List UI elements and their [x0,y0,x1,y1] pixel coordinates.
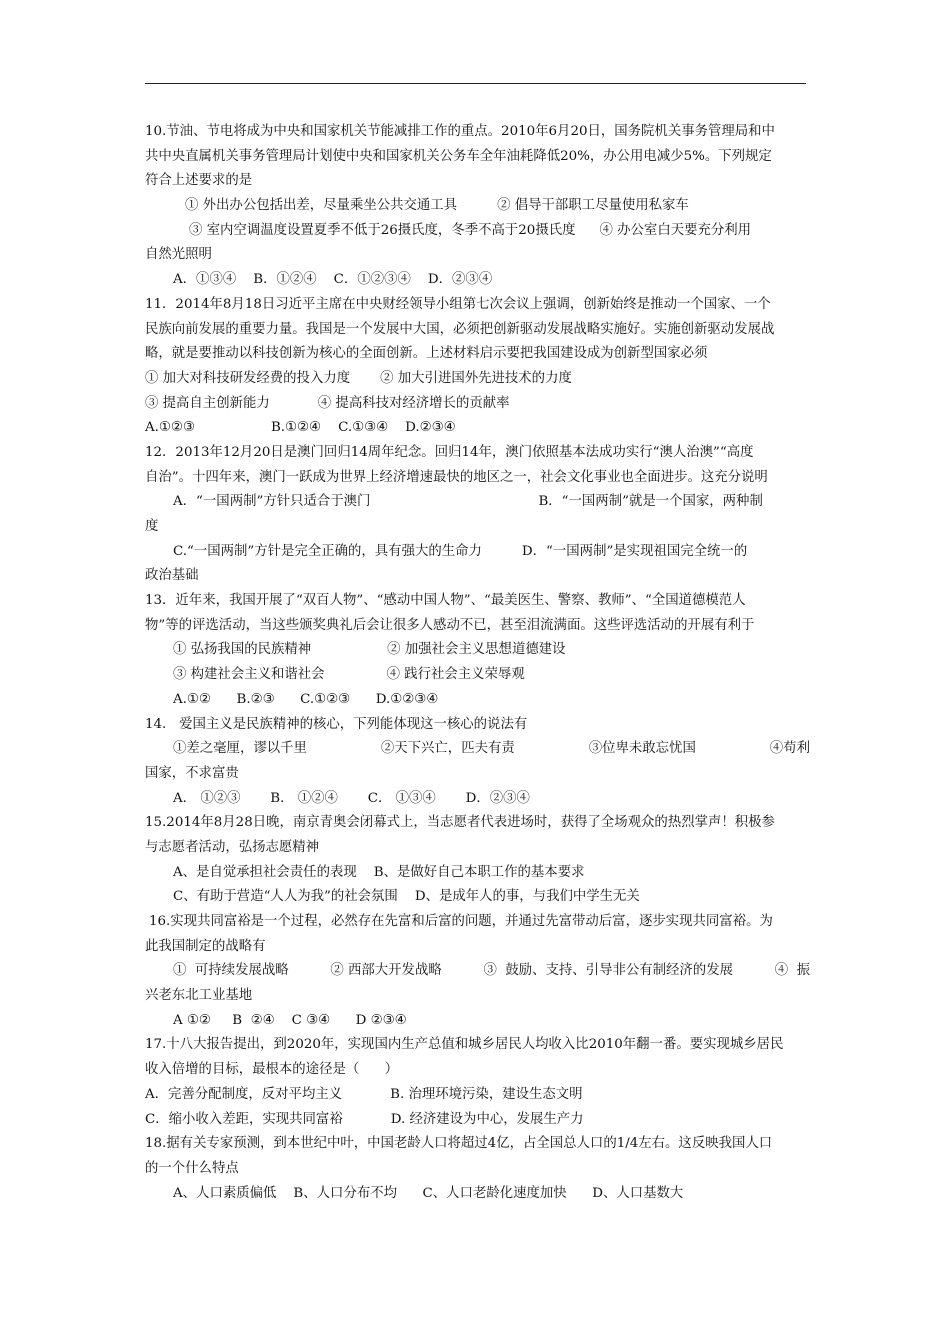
q15-options-cd: C、有助于营造“人人为我”的社会氛围 D、是成年人的事，与我们中学生无关 [173,889,640,905]
q13-options-row-1 [145,638,810,663]
q11-option-3: ③ 提高自主创新能力 [145,395,270,411]
q16-option-4-cont: 兴老东北工业基地 [145,988,253,1004]
q11-answer-a: A.①②③ [145,420,195,436]
q12-stem-line-1: 12．2013年12月20日是澳门回归14周年纪念。回归14年，澳门依照基本法成功实行“澳人治澳”“高度 [145,444,754,460]
q13-option-4: ④ 践行社会主义荣辱观 [386,667,525,683]
q18-stem-line-1: 18.据有关专家预测，到本世纪中叶，中国老龄人口将超过4亿，占全国总人口的1/4左右。这反映我国人口 [145,1136,773,1152]
q14-option-1: ①差之毫厘，谬以千里 [173,741,307,757]
q11-stem-line-3: 略，就是要推动以科技创新为核心的全面创新。上述材料启示要把我国建设成为创新型国家必须 [145,346,708,362]
q12-option-d-cont: 政治基础 [145,568,199,584]
q11-answer-rest: B.①②④ C.①③④ D.②③④ [270,420,456,436]
q15-stem-line-2: 与志愿者活动，弘扬志愿精神 [145,839,320,855]
q11-answers [145,416,810,441]
header-rule [145,83,806,84]
q13-option-1: ① 弘扬我国的民族精神 [173,642,312,658]
q14-option-4-cont: 国家，不求富贵 [145,765,239,781]
question-15 [145,811,810,910]
q10-stem-line-1: 10.节油、节电将成为中央和国家机关节能减排工作的重点。2010年6月20日，国务院机关事务管理局和中 [145,124,775,139]
q11-option-4: ④ 提高科技对经济增长的贡献率 [317,395,510,411]
q14-option-2: ②天下兴亡，匹夫有责 [380,741,515,757]
q17-stem-line-2: 收入倍增的目标，最根本的途径是（ ） [145,1062,399,1078]
q11-option-1: ① 加大对科技研发经费的投入力度 [145,370,351,386]
q16-option-3: ③ 鼓励、支持、引导非公有制经济的发展 [483,963,733,979]
q12-stem-line-2: 自治”。十四年来，澳门一跃成为世界上经济增速最快的地区之一，社会文化事业也全面进步。这充分说明 [145,469,768,485]
q16-stem-line-2: 此我国制定的战略有 [145,938,266,954]
q10-stem-line-2: 共中央直属机关事务管理局计划使中央和国家机关公务车全年油耗降低20%，办公用电减少5%。下列规定 [145,148,772,164]
q12-option-b: B．“一国两制”就是一个国家，两种制 [538,494,763,510]
q11-stem-line-1: 11．2014年8月18日习近平主席在中央财经领导小组第七次会议上强调，创新始终是推动一个国家、一个 [145,296,771,312]
question-11 [145,293,810,441]
q10-answers: A．①③④ B．①②④ C．①②③④ D．②③④ [173,272,493,288]
q10-stem-line-3: 符合上述要求的是 [145,173,253,189]
q10-option-4: ④ 办公室白天要充分利用 [599,222,752,238]
q12-option-c: C.“一国两制”方针是完全正确的，具有强大的生命力 [173,543,482,559]
q10-option-1: ① 外出办公包括出差，尽量乘坐公共交通工具 [185,198,458,214]
q11-options-row-1 [145,367,810,392]
q17-stem-line-1: 17.十八大报告提出，到2020年，实现国内生产总值和城乡居民人均收入比2010年翻一番。要实现城乡居民 [145,1037,784,1053]
question-16 [145,910,810,1033]
q13-stem-line-1: 13．近年来，我国开展了“双百人物”、“感动中国人物”、“最美医生、警察、教师”、“全国道德模范人 [145,593,746,609]
question-12 [145,441,810,589]
question-10 [145,120,810,293]
question-17 [145,1033,810,1132]
q11-options-row-2 [145,392,810,417]
q12-option-d: D．“一国两制”是实现祖国完全统一的 [521,543,748,559]
q11-stem-line-2: 民族向前发展的重要力量。我国是一个发展中大国，必须把创新驱动发展战略实施好。实施创新驱动发展战 [145,321,775,337]
q13-options-row-2 [145,663,810,688]
q10-options-row-1 [145,194,810,219]
q18-answers: A、人口素质偏低 B、人口分布不均 C、人口老龄化速度加快 D、人口基数大 [173,1185,684,1201]
q12-options-row-1 [145,490,810,515]
q16-option-1: ① 可持续发展战略 [173,963,289,979]
q17-options-row-1 [145,1083,810,1108]
q13-option-2: ② 加强社会主义思想道德建设 [387,642,566,658]
q18-stem-line-2: 的一个什么特点 [145,1160,239,1176]
q14-options-row [145,737,810,762]
q13-option-3: ③ 构建社会主义和谐社会 [173,667,325,683]
q16-answers: A ①② B ②④ C ③④ D ②③④ [173,1012,407,1028]
q16-option-4: ④ 振 [774,963,810,979]
q12-option-b-cont: 度 [145,519,159,534]
q13-answers: A.①② B.②③ C.①②③ D.①②③④ [173,691,439,707]
question-14 [145,713,810,812]
q16-option-2: ② 西部大开发战略 [330,963,442,979]
q15-stem-line-1: 15.2014年8月28日晚，南京青奥会闭幕式上，当志愿者代表进场时，获得了全场观众的热烈掌声！积极参 [145,815,775,831]
q16-options-row [145,959,810,984]
q10-option-3: ③ 室内空调温度设置夏季不低于26摄氏度，冬季不高于20摄氏度 [189,222,576,238]
q10-option-2: ② 倡导干部职工尽量使用私家车 [497,198,689,214]
q10-option-4-cont: 自然光照明 [145,247,212,263]
q10-options-row-2 [145,219,810,244]
q12-options-row-2 [145,540,810,565]
q17-option-b: B. 治理环境污染，建设生态文明 [390,1086,583,1102]
q17-option-a: A．完善分配制度，反对平均主义 [145,1086,343,1102]
question-13 [145,589,810,712]
q16-stem-line-1: 16.实现共同富裕是一个过程，必然存在先富和后富的问题，并通过先富带动后富，逐步实现共同富裕。为 [149,914,773,929]
q14-answers: A． ①②③ B． ①②④ C． ①③④ D．②③④ [173,790,530,806]
q13-stem-line-2: 物”等的评选活动，当这些颁奖典礼后会让很多人感动不已，甚至泪流满面。这些评选活动的开展有利于 [145,617,755,633]
q14-option-3: ③位卑未敢忘忧国 [588,741,696,757]
q14-option-4: ④苟利 [769,741,810,757]
q17-options-row-2 [145,1108,810,1133]
q11-option-2: ② 加大引进国外先进技术的力度 [380,370,572,386]
q17-option-c: C．缩小收入差距，实现共同富裕 [145,1111,343,1127]
question-18 [145,1132,810,1206]
q12-option-a: A．“一国两制”方针只适合于澳门 [173,494,371,510]
q15-options-ab: A、是自觉承担社会责任的表现 B、是做好自己本职工作的基本要求 [173,864,585,880]
q14-stem: 14. 爱国主义是民族精神的核心，下列能体现这一核心的说法有 [145,716,528,732]
exam-content [145,120,810,1206]
q17-option-d: D. 经济建设为中心，发展生产力 [390,1111,584,1127]
